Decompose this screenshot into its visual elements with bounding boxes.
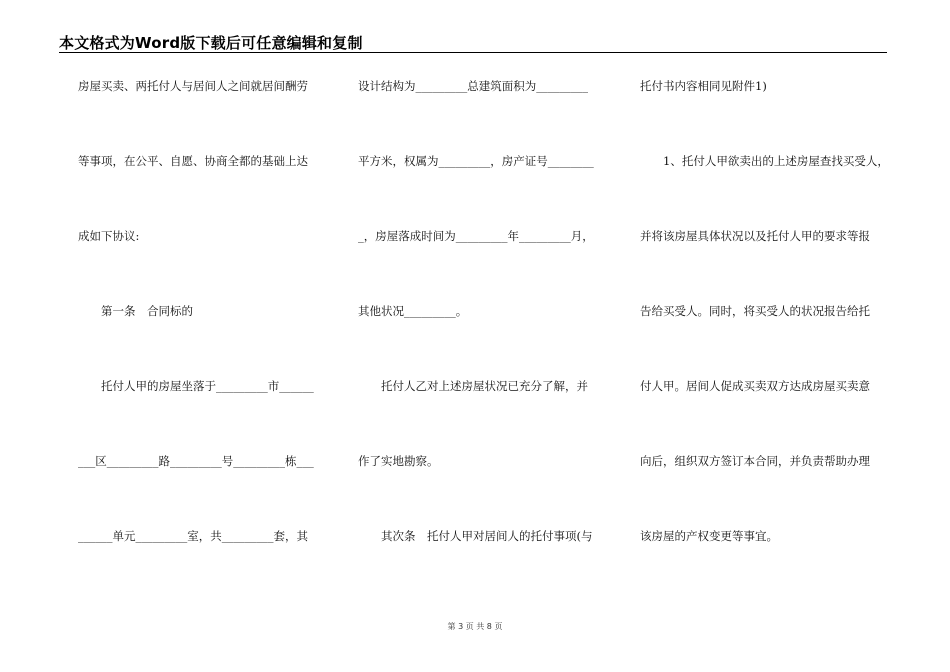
text-line: 其次条 托付人甲对居间人的托付事项(与 (358, 529, 593, 543)
text-line: 设计结构为_________总建筑面积为_________ (358, 79, 588, 93)
text-line: 1、托付人甲欲卖出的上述房屋查找买受人， (640, 154, 889, 168)
text-line: 向后，组织双方签订本合同，并负责帮助办理 (640, 454, 870, 468)
text-line: 托付人甲的房屋坐落于_________市______ (78, 379, 314, 393)
text-line: 作了实地勘察。 (358, 454, 439, 468)
text-line: 平方米，权属为_________，房产证号________ (358, 154, 594, 168)
text-line: 告给买受人。同时，将买受人的状况报告给托 (640, 304, 870, 318)
text-line: _，房屋落成时间为_________年_________月， (358, 229, 594, 243)
text-line: 托付人乙对上述房屋状况已充分了解，并 (358, 379, 588, 393)
text-line: ___区_________路_________号_________栋___ (78, 454, 314, 468)
header-divider (59, 52, 887, 53)
text-line: 并将该房屋具体状况以及托付人甲的要求等报 (640, 229, 870, 243)
text-line: 其他状况_________。 (358, 304, 468, 318)
text-line: 成如下协议: (78, 229, 140, 243)
text-line: 该房屋的产权变更等事宜。 (640, 529, 778, 543)
text-line: ______单元_________室，共_________套，其 (78, 529, 308, 543)
document-header-title: 本文格式为Word版下载后可任意编辑和复制 (59, 34, 363, 52)
page-number: 第 3 页 共 8 页 (447, 622, 503, 631)
text-line: 房屋买卖、两托付人与居间人之间就居间酬劳 (78, 79, 308, 93)
text-line: 托付书内容相同见附件1) (640, 79, 767, 93)
text-line: 第一条 合同标的 (78, 304, 193, 318)
text-line: 等事项，在公平、自愿、协商全都的基础上达 (78, 154, 308, 168)
text-line: 付人甲。居间人促成买卖双方达成房屋买卖意 (640, 379, 870, 393)
